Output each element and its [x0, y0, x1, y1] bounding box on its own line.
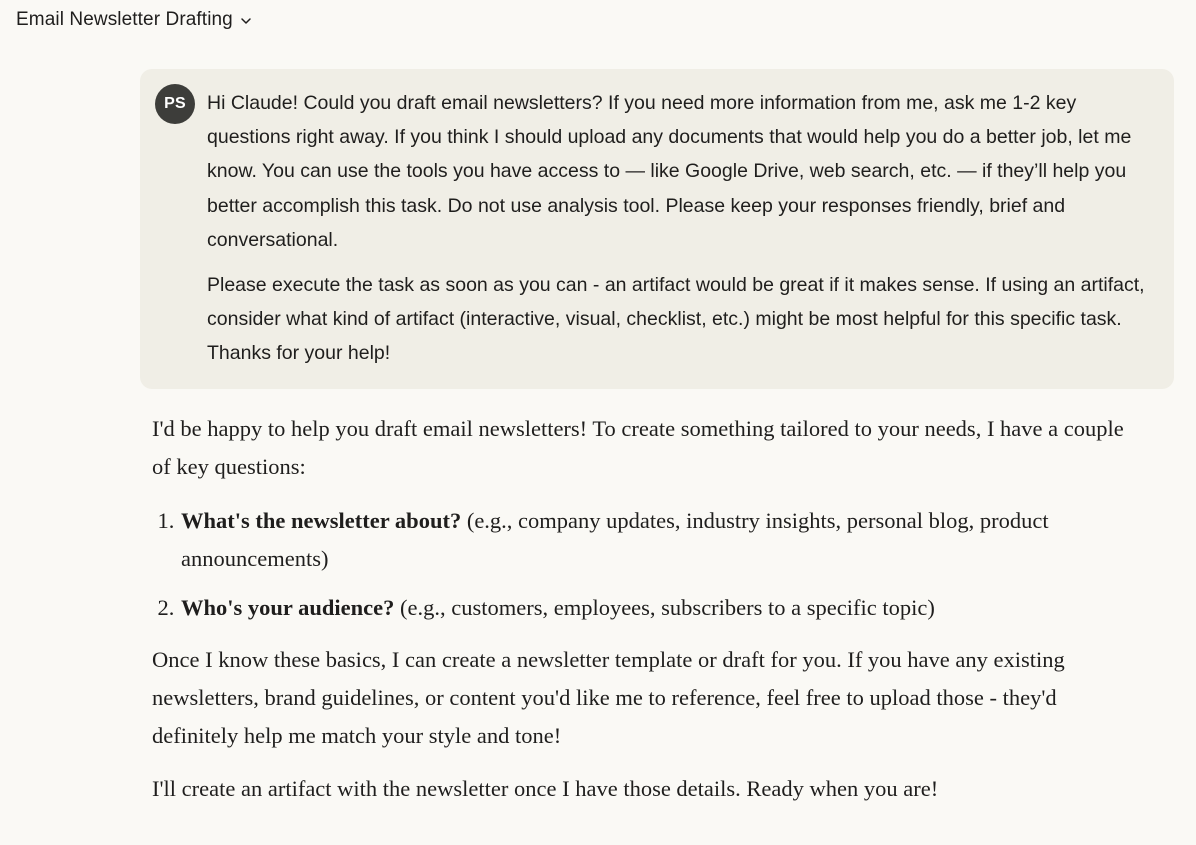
question-list	[152, 502, 1142, 627]
chevron-down-icon	[239, 14, 253, 28]
user-message-paragraph: Please execute the task as soon as you can - an artifact would be great if it makes sense. If using an artifact, consider what kind of artifact (interactive, visual, checklist, etc.) might be most helpful for this specific task. Thanks for your help!	[207, 274, 1145, 365]
list-item	[180, 502, 1142, 578]
assistant-message	[152, 410, 1142, 808]
assistant-intro: I'd be happy to help you draft email newsletters! To create something tailored to your needs, I have a couple of key questions:	[152, 416, 1124, 479]
conversation-title: Email Newsletter Drafting	[16, 9, 233, 30]
conversation-title-menu[interactable]	[16, 9, 253, 31]
assistant-closing: I'll create an artifact with the newsletter once I have those details. Ready when you are!	[152, 776, 939, 801]
assistant-followup: Once I know these basics, I can create a newsletter template or draft for you. If you have any existing newsletters, brand guidelines, or content you'd like me to reference, feel free to upload those - they'd definitely help me match your style and tone!	[152, 647, 1065, 748]
question-detail: (e.g., company updates, industry insights, personal blog, product announcements)	[181, 508, 1049, 571]
user-message-text	[207, 86, 1152, 371]
user-message	[140, 69, 1174, 389]
user-message-paragraph: Hi Claude! Could you draft email newsletters? If you need more information from me, ask me 1-2 key questions right away. If you think I should upload any documents that would help you do a better job, let me know. You can use the tools you have access to — like Google Drive, web search, etc. — if they’ll help you better accomplish this task. Do not use analysis tool. Please keep your responses friendly, brief and conversational.	[207, 92, 1132, 251]
list-item	[180, 589, 1142, 627]
question-title: Who's your audience?	[181, 595, 395, 620]
question-detail: (e.g., customers, employees, subscribers to a specific topic)	[394, 595, 935, 620]
question-title: What's the newsletter about?	[181, 508, 462, 533]
avatar: PS	[155, 84, 195, 124]
